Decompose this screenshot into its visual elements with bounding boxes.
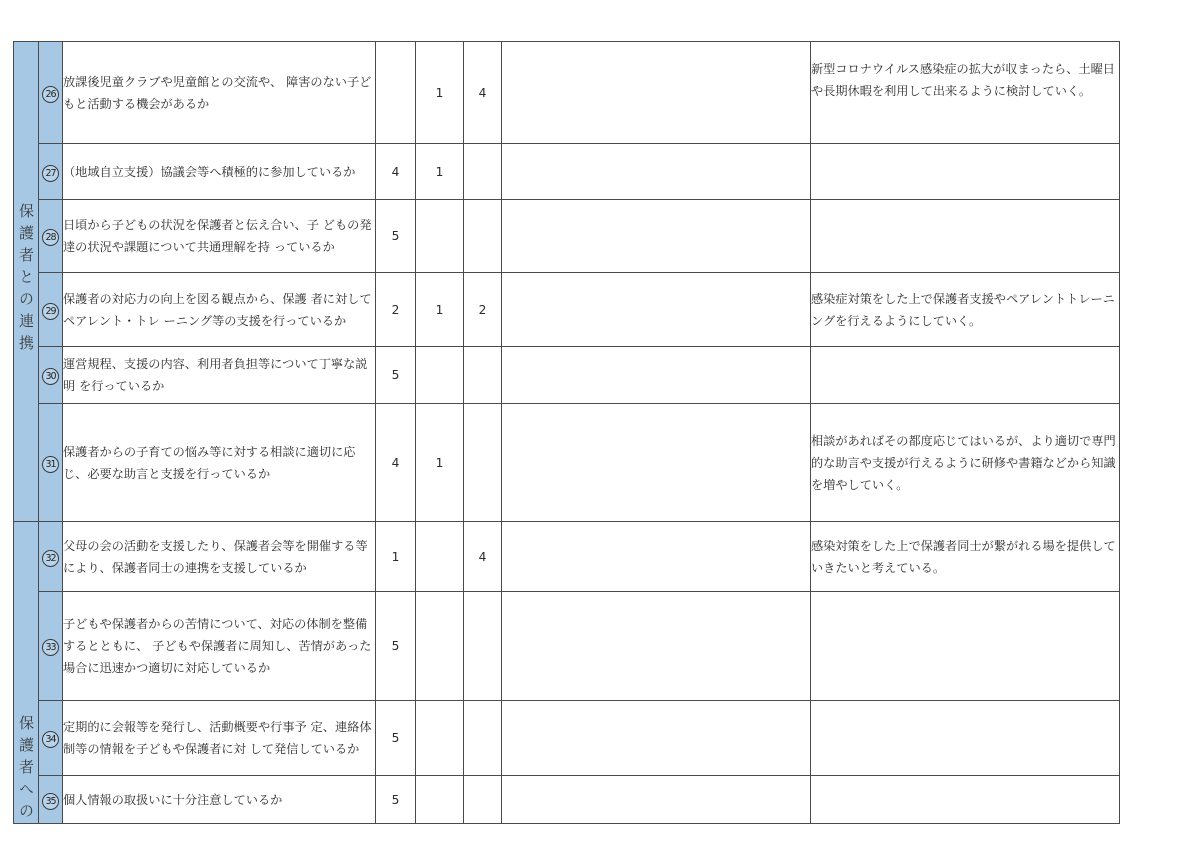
item-number-cell — [39, 404, 63, 522]
item-number-cell — [39, 200, 63, 273]
count-col-1: 1 — [376, 522, 416, 592]
count-col-1: 5 — [376, 347, 416, 404]
improvement-comment — [811, 776, 1120, 824]
count-col-2: 1 — [416, 144, 464, 200]
item-number-cell — [39, 701, 63, 776]
improvement-comment: 新型コロナウイルス感染症の拡大が収まったら、土曜日や長期休暇を利用して出来るように検討していく。 — [811, 42, 1120, 144]
count-col-1: 4 — [376, 404, 416, 522]
improvement-comment — [811, 701, 1120, 776]
category-cell-partnership — [14, 42, 39, 522]
count-col-3 — [464, 200, 502, 273]
count-col-2 — [416, 701, 464, 776]
count-col-1: 2 — [376, 273, 416, 347]
item-number: 30 — [42, 368, 59, 385]
count-col-3: 4 — [464, 42, 502, 144]
item-number-cell — [39, 592, 63, 701]
count-col-1: 4 — [376, 144, 416, 200]
count-col-1: 5 — [376, 592, 416, 701]
table-row — [14, 144, 1120, 200]
count-col-2 — [416, 592, 464, 701]
item-number: 26 — [42, 86, 59, 103]
count-col-4 — [502, 776, 811, 824]
count-col-1: 5 — [376, 776, 416, 824]
item-number: 32 — [42, 550, 59, 567]
count-col-3: 2 — [464, 273, 502, 347]
count-col-2 — [416, 200, 464, 273]
count-col-4 — [502, 200, 811, 273]
count-col-3 — [464, 776, 502, 824]
question-cell: 子どもや保護者からの苦情について、対応の体制を整備するとともに、 子どもや保護者に周知し、苦情があった場合に迅速かつ適切に対応しているか — [63, 592, 376, 701]
question-cell: （地域自立支援）協議会等へ積極的に参加しているか — [63, 144, 376, 200]
table-row — [14, 347, 1120, 404]
item-number: 29 — [42, 303, 59, 320]
table-row — [14, 404, 1120, 522]
count-col-1: 5 — [376, 701, 416, 776]
question-cell: 個人情報の取扱いに十分注意しているか — [63, 776, 376, 824]
item-number: 33 — [42, 639, 59, 656]
count-col-2 — [416, 522, 464, 592]
count-col-3: 4 — [464, 522, 502, 592]
table-row — [14, 701, 1120, 776]
evaluation-table — [13, 41, 1120, 824]
count-col-4 — [502, 347, 811, 404]
improvement-comment: 感染対策をした上で保護者同士が繋がれる場を提供していきたいと考えている。 — [811, 522, 1120, 592]
table-row — [14, 200, 1120, 273]
item-number-cell — [39, 776, 63, 824]
table-row — [14, 273, 1120, 347]
item-number: 27 — [42, 165, 59, 182]
improvement-comment — [811, 592, 1120, 701]
item-number-cell — [39, 273, 63, 347]
question-cell: 保護者からの子育ての悩み等に対する相談に適切に応じ、必要な助言と支援を行っているか — [63, 404, 376, 522]
count-col-2 — [416, 776, 464, 824]
count-col-4 — [502, 42, 811, 144]
improvement-comment — [811, 200, 1120, 273]
count-col-2: 1 — [416, 404, 464, 522]
item-number: 28 — [42, 229, 59, 246]
item-number-cell — [39, 144, 63, 200]
table-row — [14, 522, 1120, 592]
count-col-4 — [502, 404, 811, 522]
question-cell: 運営規程、支援の内容、利用者負担等について丁寧な説明 を行っているか — [63, 347, 376, 404]
improvement-comment — [811, 144, 1120, 200]
count-col-3 — [464, 347, 502, 404]
count-col-4 — [502, 592, 811, 701]
question-cell: 放課後児童クラブや児童館との交流や、 障害のない子どもと活動する機会があるか — [63, 42, 376, 144]
count-col-4 — [502, 273, 811, 347]
improvement-comment — [811, 347, 1120, 404]
count-col-2: 1 — [416, 273, 464, 347]
item-number: 35 — [42, 793, 59, 810]
count-col-2 — [416, 347, 464, 404]
table-row — [14, 776, 1120, 824]
count-col-3 — [464, 144, 502, 200]
item-number: 34 — [42, 731, 59, 748]
question-cell: 父母の会の活動を支援したり、保護者会等を開催する等により、保護者同士の連携を支援しているか — [63, 522, 376, 592]
count-col-4 — [502, 701, 811, 776]
item-number-cell — [39, 522, 63, 592]
category-cell-explanation — [14, 522, 39, 824]
improvement-comment: 相談があればその都度応じてはいるが、より適切で専門的な助言や支援が行えるように研修や書籍などから知識を増やしていく。 — [811, 404, 1120, 522]
count-col-3 — [464, 404, 502, 522]
category-label: 保護者との連携 — [17, 202, 35, 357]
table-row — [14, 42, 1120, 144]
question-cell: 保護者の対応力の向上を図る観点から、保護 者に対してペアレント・トレ ーニング等の支援を行っているか — [63, 273, 376, 347]
count-col-1 — [376, 42, 416, 144]
item-number: 31 — [42, 456, 59, 473]
table-row — [14, 592, 1120, 701]
question-cell: 日頃から子どもの状況を保護者と伝え合い、子 どもの発達の状況や課題について共通理解を持 っているか — [63, 200, 376, 273]
count-col-3 — [464, 701, 502, 776]
item-number-cell — [39, 347, 63, 404]
count-col-1: 5 — [376, 200, 416, 273]
count-col-4 — [502, 522, 811, 592]
item-number-cell — [39, 42, 63, 144]
category-label: 保護者への — [17, 715, 35, 825]
count-col-3 — [464, 592, 502, 701]
count-col-4 — [502, 144, 811, 200]
question-cell: 定期的に会報等を発行し、活動概要や行事予 定、連絡体制等の情報を子どもや保護者に対 して発信しているか — [63, 701, 376, 776]
improvement-comment: 感染症対策をした上で保護者支援やペアレントトレーニングを行えるようにしていく。 — [811, 273, 1120, 347]
count-col-2: 1 — [416, 42, 464, 144]
